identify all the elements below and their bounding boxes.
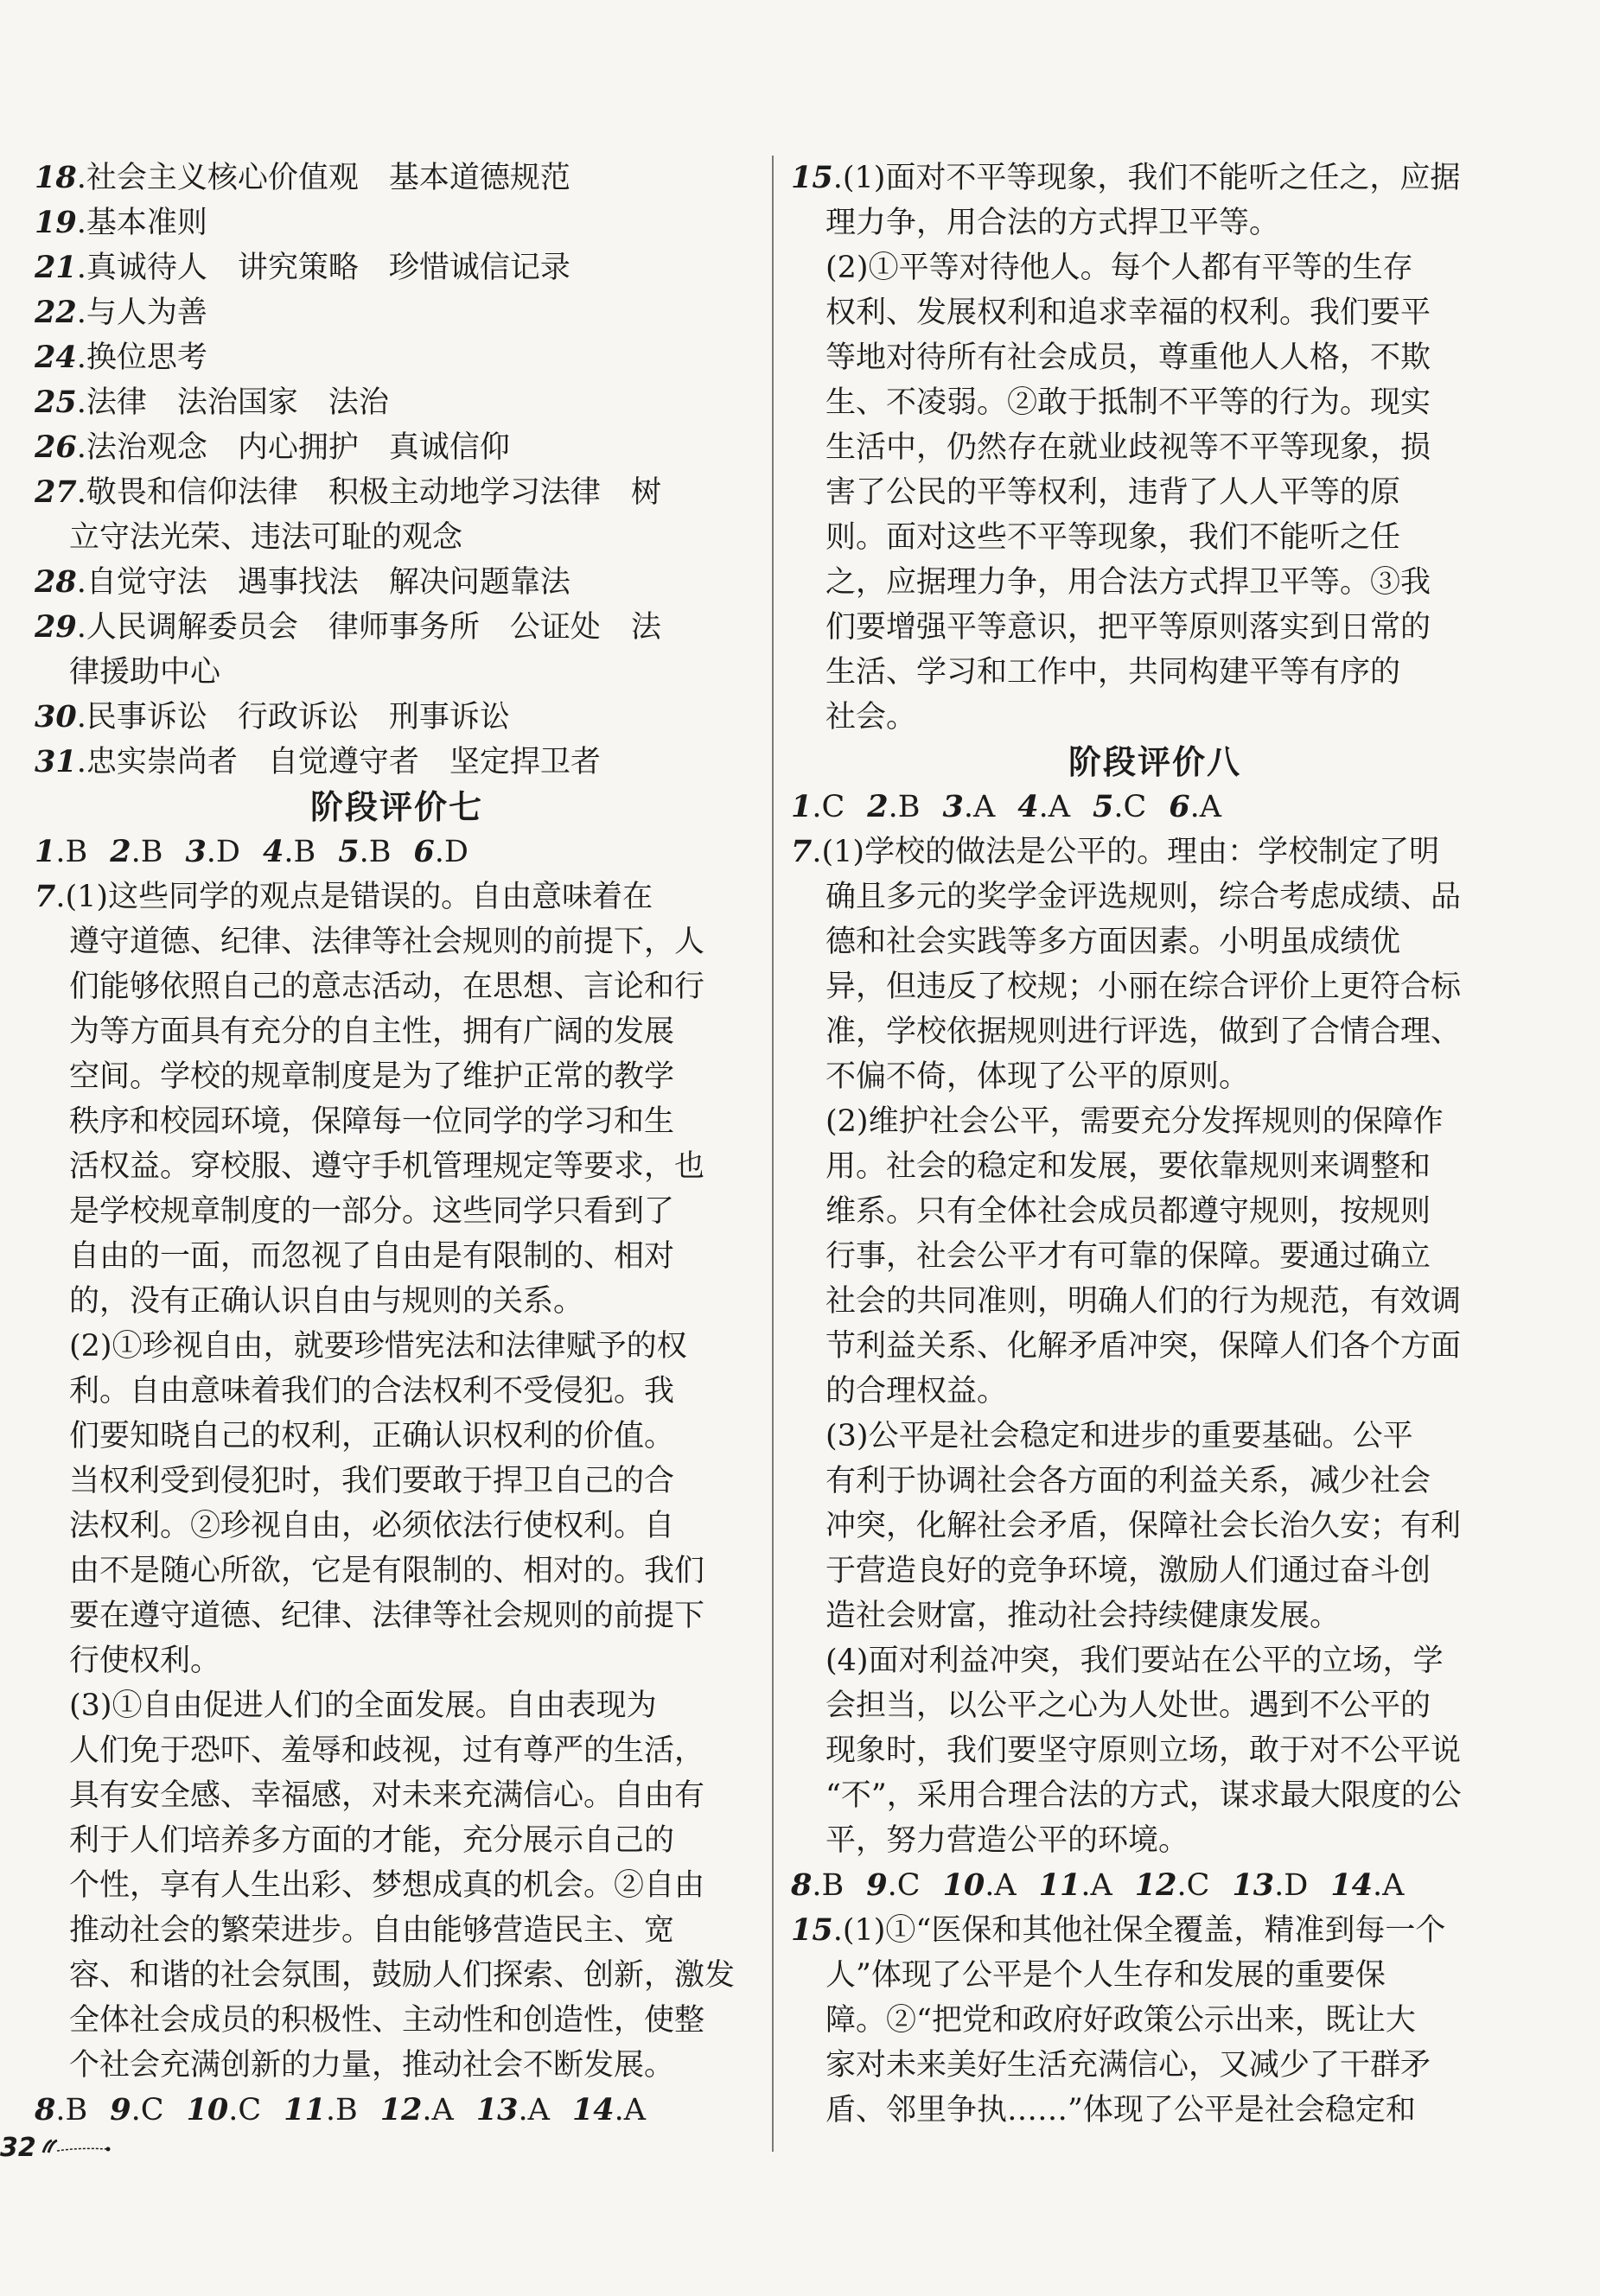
answer-continuation: 社会的共同准则，明确人们的行为规范，有效调 [825,1284,1462,1319]
right-column [791,156,1519,2133]
answer-subpart: (2)①平等对待他人。每个人都有平等的生存 [825,251,1413,285]
answer-letter: .C [131,2093,164,2127]
question-number: 2 [110,834,131,869]
answer-continuation: 会担当，以公平之心为人处世。遇到不公平的 [825,1689,1431,1723]
question-number: 9 [866,1867,888,1903]
question-number: 19 [35,205,77,240]
mc-answer [284,2093,358,2127]
question-number: 8 [35,2092,56,2127]
question-number: 2 [867,789,889,824]
answer-letter: .A [1038,790,1071,824]
answer-continuation: 等地对待所有社会成员，尊重他人人格，不欺 [825,340,1431,375]
question-number: 7 [35,879,56,914]
mc-answer [572,2093,646,2127]
mc-answer [35,2093,87,2127]
answer-continuation: 律援助中心 [69,655,221,690]
answer-letter: .B [325,2093,358,2127]
answer-item [35,380,759,425]
answer-text: .真诚待人 讲究策略 珍惜诚信记录 [76,251,571,285]
answer-text: .基本准则 [76,206,207,240]
answer-continuation: 的，没有正确认识自由与规则的关系。 [69,1284,584,1319]
mc-answer [380,2093,454,2127]
answer-item [35,695,759,740]
answer-text: .(1)这些同学的观点是错误的。自由意味着在 [55,880,653,914]
answer-continuation: 人们免于恐吓、羞辱和歧视，过有尊严的生活， [69,1733,705,1768]
question-number: 8 [791,1867,813,1903]
answer-letter: .A [1189,790,1222,824]
swoosh-ornament-icon [41,2135,111,2159]
question-number: 28 [35,564,77,600]
answer-continuation: 具有安全感、幸福感，对未来充满信心。自由有 [69,1778,705,1813]
answer-continuation: 理力争，用合法的方式捍卫平等。 [825,206,1280,240]
multiple-choice-answers [35,830,759,875]
answer-continuation: 个性，享有人生出彩、梦想成真的机会。②自由 [69,1868,705,1903]
answer-letter: .A [985,1868,1017,1903]
mc-answer [186,2093,261,2127]
answer-continuation: 异，但违反了校规；小丽在综合评价上更符合标 [825,970,1462,1004]
mc-answer [185,835,240,869]
answer-letter: .B [284,835,316,869]
answer-subpart: (3)①自由促进人们的全面发展。自由表现为 [69,1689,657,1723]
multiple-choice-answers [791,785,1519,830]
answer-text: .忠实崇尚者 自觉遵守者 坚定捍卫者 [76,745,601,779]
mc-answer [110,2093,163,2127]
answer-letter: .B [888,790,921,824]
question-number: 13 [1232,1867,1275,1903]
section-heading: 阶段评价七 [309,788,483,826]
answer-item [791,156,1519,200]
answer-continuation: 确且多元的奖学金评选规则，综合考虑成绩、品 [825,880,1462,914]
answer-item [35,156,759,200]
answer-letter: .C [812,790,845,824]
answer-text: .人民调解委员会 律师事务所 公证处 法 [76,610,661,645]
answer-letter: .C [228,2093,262,2127]
answer-continuation: 生活、学习和工作中，共同构建平等有序的 [825,655,1401,690]
mc-answer [476,2093,550,2127]
question-number: 29 [35,609,77,645]
mc-answer [1093,790,1146,824]
answer-letter: .A [1080,1868,1112,1903]
question-number: 4 [1017,789,1039,824]
answer-continuation: 现象时，我们要坚守原则立场，敢于对不公平说 [825,1733,1462,1768]
question-number: 7 [791,834,813,869]
answer-continuation: 不偏不倚，体现了公平的原则。 [825,1059,1250,1094]
answer-letter: .D [1274,1868,1309,1903]
answer-continuation: 个社会充满创新的力量，推动社会不断发展。 [69,2048,675,2083]
answer-continuation: 法权利。②珍视自由，必须依法行使权利。自 [69,1509,675,1543]
answer-continuation: 障。②“把党和政府好政策公示出来，既让大 [825,2003,1416,2038]
question-number: 15 [791,1912,833,1948]
left-column [35,156,759,2133]
mc-answer [1039,1868,1112,1903]
page-footer [0,2130,111,2165]
multiple-choice-answers [35,2088,759,2133]
mc-answer [867,790,920,824]
answer-item [35,200,759,245]
mc-answer [338,835,391,869]
question-number: 15 [791,160,833,195]
answer-continuation: 维系。只有全体社会成员都遵守规则，按规则 [825,1194,1431,1229]
question-number: 25 [35,385,77,420]
answer-subpart: (2)维护社会公平，需要充分发挥规则的保障作 [825,1104,1444,1139]
answer-letter: .A [614,2093,647,2127]
question-number: 11 [284,2092,326,2127]
answer-continuation: 为等方面具有充分的自主性，拥有广阔的发展 [69,1014,675,1049]
answer-continuation: 于营造良好的竞争环境，激励人们通过奋斗创 [825,1554,1431,1588]
question-number: 6 [413,834,435,869]
answer-continuation: 利。自由意味着我们的合法权利不受侵犯。我 [69,1374,675,1409]
mc-answer [413,835,469,869]
answer-continuation: 推动社会的繁荣进步。自由能够营造民主、宽 [69,1913,675,1948]
question-number: 4 [262,834,284,869]
question-number: 26 [35,429,77,465]
answer-continuation: 有利于协调社会各方面的利益关系，减少社会 [825,1464,1431,1498]
answer-continuation: 们能够依照自己的意志活动，在思想、言论和行 [69,970,705,1004]
answer-letter: .A [422,2093,454,2127]
answer-continuation: “不”，采用合理合法的方式，谋求最大限度的公 [825,1778,1462,1813]
answer-continuation: 行事，社会公平才有可靠的保障。要通过确立 [825,1239,1431,1274]
question-number: 24 [35,340,77,375]
answer-text: .(1)学校的做法是公平的。理由：学校制定了明 [812,835,1440,869]
answer-continuation: 是学校规章制度的一部分。这些同学只看到了 [69,1194,675,1229]
mc-answer [263,835,316,869]
answer-letter: .C [1113,790,1147,824]
answer-continuation: 要在遵守道德、纪律、法律等社会规则的前提下 [69,1599,705,1633]
answer-continuation: 利于人们培养多方面的才能，充分展示自己的 [69,1823,675,1858]
answer-letter: .B [812,1868,845,1903]
answer-text: .法律 法治国家 法治 [76,385,389,420]
question-number: 12 [1134,1867,1177,1903]
question-number: 18 [35,160,77,195]
question-number: 21 [35,250,77,285]
answer-continuation: 的合理权益。 [825,1374,1008,1409]
question-number: 5 [1093,789,1114,824]
question-number: 30 [35,699,77,735]
answer-continuation: 生活中，仍然存在就业歧视等不平等现象，损 [825,430,1431,465]
answer-item [791,1908,1519,1953]
answer-item [791,830,1519,875]
answer-continuation: 生、不凌弱。②敢于抵制不平等的行为。现实 [825,385,1431,420]
answer-letter: .B [55,835,88,869]
question-number: 12 [379,2092,423,2127]
answer-text: .换位思考 [76,340,207,375]
question-number: 10 [186,2092,229,2127]
question-number: 6 [1169,789,1190,824]
answer-continuation: 用。社会的稳定和发展，要依靠规则来调整和 [825,1149,1431,1184]
question-number: 22 [35,295,77,330]
answer-subpart: (3)公平是社会稳定和进步的重要基础。公平 [825,1419,1413,1453]
answer-text: .(1)面对不平等现象，我们不能听之任之，应据 [832,161,1461,195]
answer-continuation: 们要增强平等意识，把平等原则落实到日常的 [825,610,1431,645]
answer-continuation: 们要知晓自己的权利，正确认识权利的价值。 [69,1419,675,1453]
answer-letter: .B [55,2093,88,2127]
mc-answer [791,1868,844,1903]
answer-continuation: 空间。学校的规章制度是为了维护正常的教学 [69,1059,675,1094]
page-number: 32 [0,2132,36,2163]
answer-continuation: 害了公民的平等权利，违背了人人平等的原 [825,475,1401,510]
answer-subpart: (4)面对利益冲突，我们要站在公平的立场，学 [825,1644,1444,1678]
question-number: 5 [338,834,360,869]
answer-letter: .A [1372,1868,1405,1903]
answer-item [35,740,759,785]
question-number: 9 [110,2092,131,2127]
answer-continuation: 节利益关系、化解矛盾冲突，保障人们各个方面 [825,1329,1462,1364]
multiple-choice-answers [791,1863,1519,1908]
answer-item [35,605,759,650]
answer-continuation: 自由的一面，而忽视了自由是有限制的、相对 [69,1239,675,1274]
answer-continuation: 立守法光荣、违法可耻的观念 [69,520,463,555]
mc-answer [942,1868,1016,1903]
answer-text: .社会主义核心价值观 基本道德规范 [76,161,571,195]
answer-text: .(1)①“医保和其他社保全覆盖，精准到每一个 [832,1913,1446,1948]
mc-answer [791,790,845,824]
mc-answer [35,835,87,869]
column-divider [772,156,774,2152]
answer-continuation: 当权利受到侵犯时，我们要敢于捍卫自己的合 [69,1464,675,1498]
answer-continuation: 容、和谐的社会氛围，鼓励人们探索、创新，激发 [69,1958,736,1993]
answer-item [35,875,759,919]
answer-letter: .B [131,835,163,869]
answer-item [35,560,759,605]
answer-continuation: 之，应据理力争，用合法方式捍卫平等。③我 [825,565,1431,600]
question-number: 13 [475,2092,519,2127]
answer-continuation: 家对未来美好生活充满信心，又减少了干群矛 [825,2048,1431,2083]
answer-text: .自觉守法 遇事找法 解决问题靠法 [76,565,571,600]
question-number: 10 [942,1867,985,1903]
answer-letter: .D [206,835,240,869]
answer-continuation: 由不是随心所欲，它是有限制的、相对的。我们 [69,1554,705,1588]
mc-answer [866,1868,920,1903]
mc-answer [1330,1868,1404,1903]
answer-letter: .D [434,835,469,869]
answer-text: .民事诉讼 行政诉讼 刑事诉讼 [76,700,510,735]
question-number: 14 [1330,1867,1373,1903]
mc-answer [942,790,995,824]
answer-continuation: 活权益。穿校服、遵守手机管理规定等要求，也 [69,1149,705,1184]
question-number: 14 [571,2092,615,2127]
answer-letter: .A [518,2093,550,2127]
answer-continuation: 冲突，化解社会矛盾，保障社会长治久安；有利 [825,1509,1462,1543]
question-number: 31 [35,744,77,779]
answer-subpart: (2)①珍视自由，就要珍惜宪法和法律赋予的权 [69,1329,687,1364]
question-number: 11 [1038,1867,1081,1903]
answer-continuation: 全体社会成员的积极性、主动性和创造性，使整 [69,2003,705,2038]
answer-item [35,425,759,470]
answer-continuation: 社会。 [825,700,917,735]
answer-continuation: 准，学校依据规则进行评选，做到了合情合理、 [825,1014,1462,1049]
question-number: 3 [185,834,207,869]
answer-continuation: 秩序和校园环境，保障每一位同学的学习和生 [69,1104,675,1139]
question-number: 27 [35,474,77,510]
answer-continuation: 平，努力营造公平的环境。 [825,1823,1189,1858]
answer-continuation: 德和社会实践等多方面因素。小明虽成绩优 [825,925,1401,959]
answer-text: .敬畏和信仰法律 积极主动地学习法律 树 [76,475,661,510]
answer-continuation: 盾、邻里争执……”体现了公平是社会稳定和 [825,2093,1416,2127]
question-number: 3 [942,789,964,824]
answer-continuation: 权利、发展权利和追求幸福的权利。我们要平 [825,296,1431,330]
section-heading: 阶段评价八 [1068,743,1241,781]
answer-letter: .B [359,835,392,869]
mc-answer [1135,1868,1210,1903]
answer-letter: .A [963,790,996,824]
answer-continuation: 遵守道德、纪律、法律等社会规则的前提下，人 [69,925,705,959]
mc-answer [1169,790,1221,824]
answer-letter: .C [1176,1868,1210,1903]
mc-answer [1232,1868,1308,1903]
answer-continuation: 造社会财富，推动社会持续健康发展。 [825,1599,1341,1633]
answer-item [35,245,759,290]
answer-text: .法治观念 内心拥护 真诚信仰 [76,430,510,465]
answer-continuation: 行使权利。 [69,1644,221,1678]
answer-item [35,470,759,515]
mc-answer [1017,790,1070,824]
answer-letter: .C [887,1868,921,1903]
answer-item [35,290,759,335]
answer-text: .与人为善 [76,296,207,330]
answer-continuation: 人”体现了公平是个人生存和发展的重要保 [825,1958,1386,1993]
question-number: 1 [791,789,813,824]
answer-item [35,335,759,380]
answer-continuation: 则。面对这些不平等现象，我们不能听之任 [825,520,1401,555]
mc-answer [110,835,163,869]
question-number: 1 [35,834,56,869]
